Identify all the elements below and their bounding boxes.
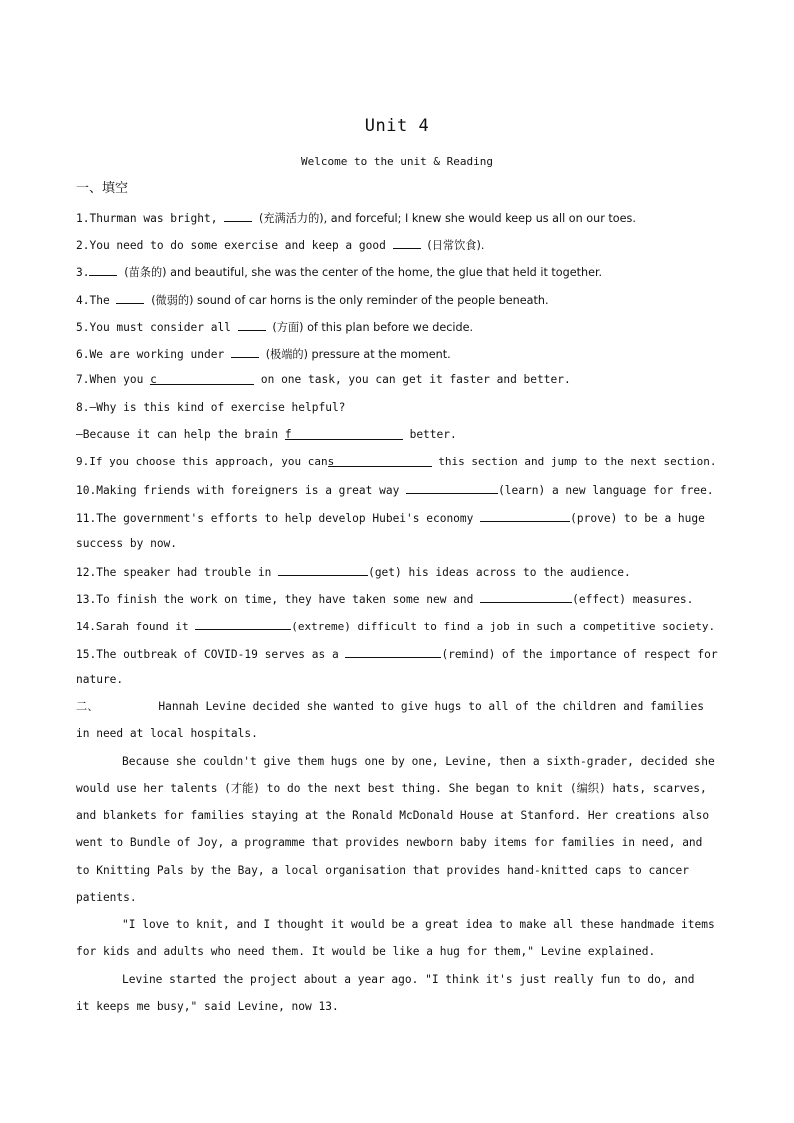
answer-blank[interactable]: f bbox=[285, 428, 403, 440]
question-6: 6.We are working under (极端的) pressure at the moment. bbox=[76, 348, 451, 361]
answer-blank[interactable]: s bbox=[328, 455, 432, 467]
section1-heading: 一、填空 bbox=[76, 181, 129, 196]
question-11: 11.The government's efforts to help develop Hubei's economy (prove) to be a huge bbox=[76, 512, 705, 525]
question-1: 1.Thurman was bright, (充满活力的), and forceful; I knew she would keep us all on our toes. bbox=[76, 212, 636, 225]
passage-paragraph-4-line-2: it keeps me busy," said Levine, now 13. bbox=[76, 1000, 339, 1013]
passage-paragraph-2-line-5: to Knitting Pals by the Bay, a local organisation that provides hand-knitted caps to cancer bbox=[76, 864, 689, 877]
passage-paragraph-2-line-6: patients. bbox=[76, 891, 137, 904]
page-subtitle: Welcome to the unit & Reading bbox=[300, 155, 494, 168]
answer-blank[interactable] bbox=[393, 237, 421, 249]
passage-paragraph-4-line-1: Levine started the project about a year ago. "I think it's just really fun to do, and bbox=[122, 973, 695, 986]
question-12: 12.The speaker had trouble in (get) his ideas across to the audience. bbox=[76, 566, 631, 579]
section2-heading: 二、 bbox=[76, 700, 99, 713]
question-14: 14.Sarah found it (extreme) difficult to find a job in such a competitive society. bbox=[76, 620, 716, 633]
answer-blank[interactable] bbox=[224, 210, 252, 222]
passage-paragraph-2-line-4: went to Bundle of Joy, a programme that provides newborn baby items for families in need, and bbox=[76, 836, 703, 849]
question-13: 13.To finish the work on time, they have taken some new and (effect) measures. bbox=[76, 593, 694, 606]
question-11-continued: success by now. bbox=[76, 537, 178, 550]
answer-blank[interactable] bbox=[231, 346, 259, 358]
passage-paragraph-1-line-1: 二、 Hannah Levine decided she wanted to give hugs to all of the children and families bbox=[76, 700, 704, 713]
question-2: 2.You need to do some exercise and keep a good (日常饮食). bbox=[76, 239, 485, 252]
answer-blank[interactable] bbox=[89, 264, 117, 276]
question-7: 7.When you c on one task, you can get it faster and better. bbox=[76, 373, 571, 386]
answer-blank[interactable] bbox=[238, 319, 266, 331]
answer-blank[interactable] bbox=[480, 591, 572, 603]
question-15-continued: nature. bbox=[76, 673, 124, 686]
answer-blank[interactable]: c bbox=[150, 373, 254, 385]
answer-blank[interactable] bbox=[480, 510, 570, 522]
question-10: 10.Making friends with foreigners is a great way (learn) a new language for free. bbox=[76, 484, 714, 497]
answer-blank[interactable] bbox=[278, 564, 368, 576]
question-8-prompt: 8.—Why is this kind of exercise helpful? bbox=[76, 401, 346, 414]
passage-paragraph-2-line-3: and blankets for families staying at the Ronald McDonald House at Stanford. Her creations also bbox=[76, 809, 710, 822]
question-4: 4.The (微弱的) sound of car horns is the only reminder of the people beneath. bbox=[76, 294, 549, 307]
passage-paragraph-1-line-2: in need at local hospitals. bbox=[76, 727, 258, 740]
answer-blank[interactable] bbox=[116, 292, 144, 304]
passage-paragraph-3-line-1: "I love to knit, and I thought it would be a great idea to make all these handmade items bbox=[122, 918, 715, 931]
page-title: Unit 4 bbox=[364, 116, 430, 136]
answer-blank[interactable] bbox=[345, 646, 441, 658]
answer-blank[interactable] bbox=[195, 618, 291, 630]
passage-paragraph-2-line-2: would use her talents (才能) to do the next best thing. She began to knit (编织) hats, scarves, bbox=[76, 782, 707, 795]
question-8-response: —Because it can help the brain f better. bbox=[76, 428, 457, 441]
question-3: 3. (苗条的) and beautiful, she was the center of the home, the glue that held it together. bbox=[76, 266, 603, 279]
question-5: 5.You must consider all (方面) of this plan before we decide. bbox=[76, 321, 474, 334]
question-15: 15.The outbreak of COVID-19 serves as a (remind) of the importance of respect for bbox=[76, 648, 718, 661]
answer-blank[interactable] bbox=[406, 482, 498, 494]
passage-paragraph-3-line-2: for kids and adults who need them. It would be like a hug for them," Levine explained. bbox=[76, 945, 656, 958]
passage-paragraph-2-line-1: Because she couldn't give them hugs one by one, Levine, then a sixth-grader, decided she bbox=[122, 755, 715, 768]
question-9: 9.If you choose this approach, you cans this section and jump to the next section. bbox=[76, 455, 717, 468]
